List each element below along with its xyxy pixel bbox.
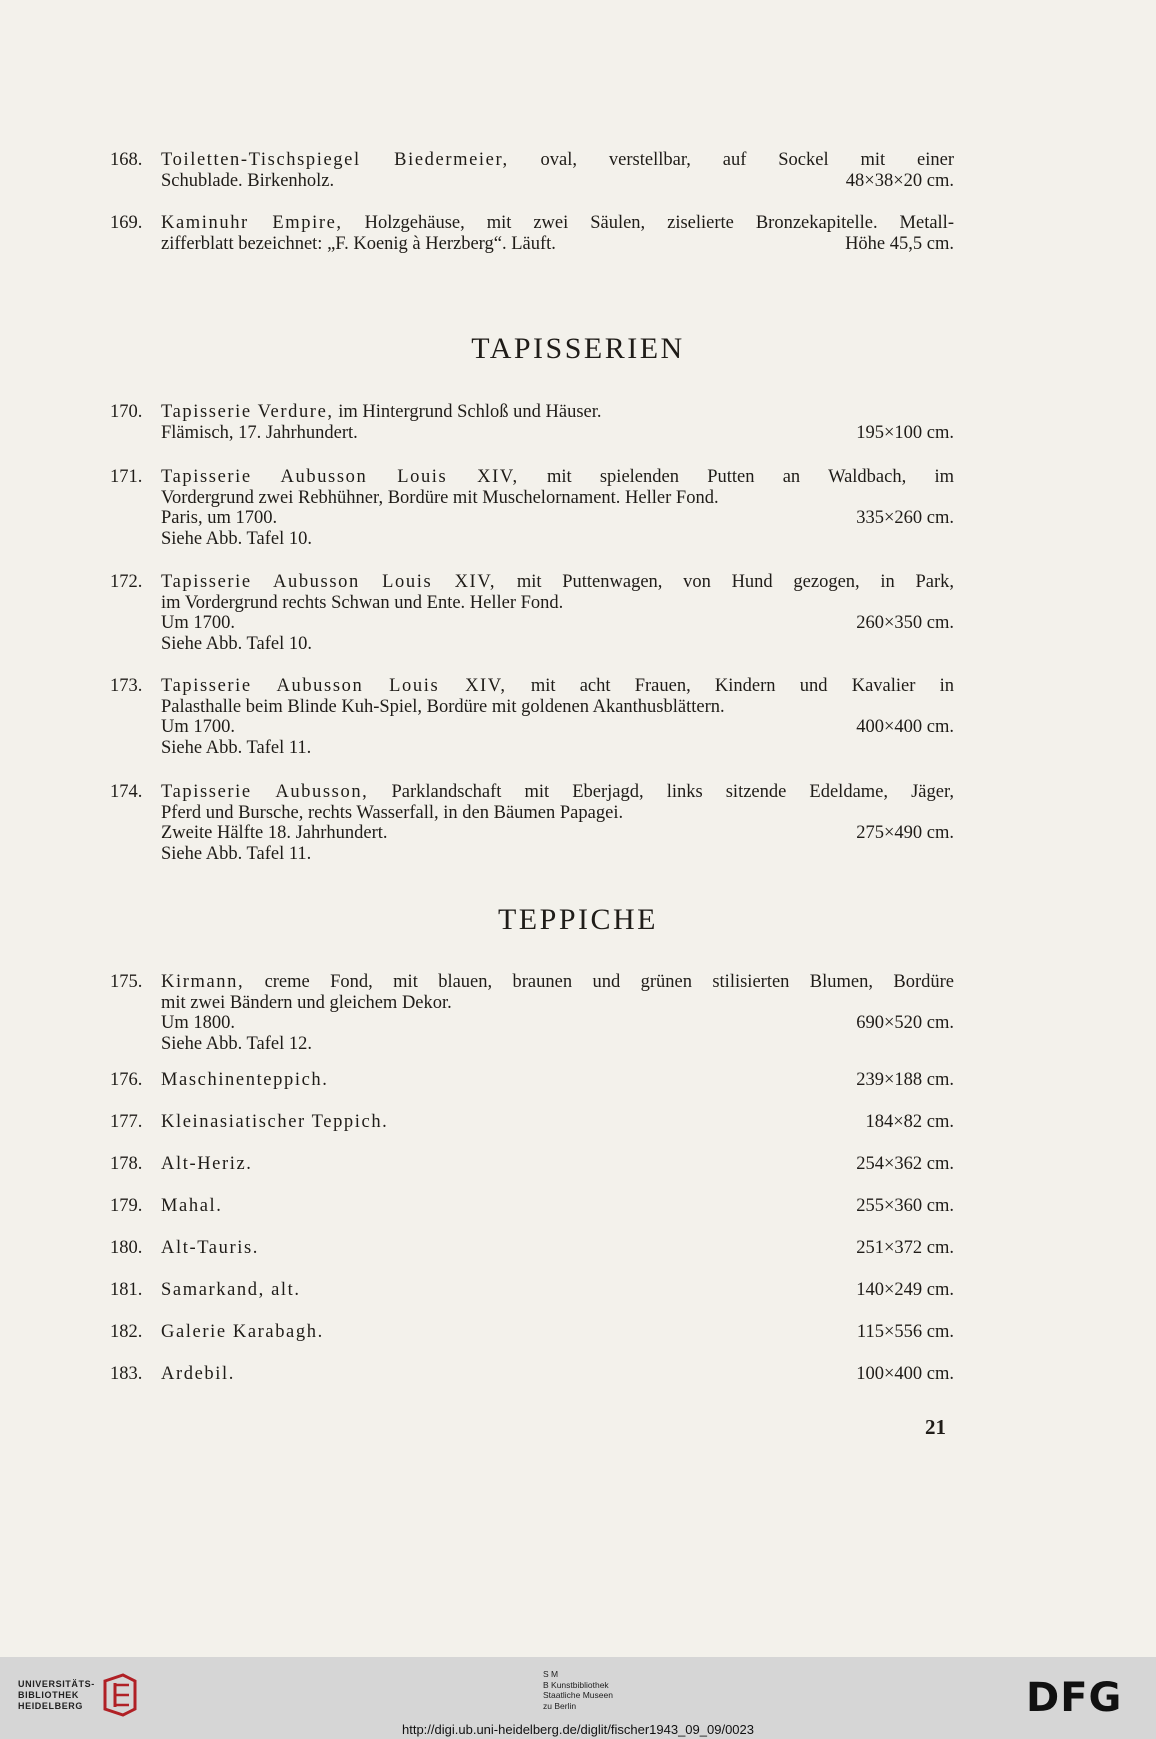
entry-dimensions: 115×556 cm. — [856, 1322, 954, 1342]
entry-dimensions: 255×360 cm. — [856, 1196, 954, 1216]
entry-text: mit Puttenwagen, von Hund gezogen, in Park, — [496, 572, 955, 592]
entry-line — [110, 738, 954, 759]
entry-title: Maschinenteppich. — [161, 1070, 329, 1090]
entry-number: 182. — [110, 1322, 143, 1342]
entry-text: Zweite Hälfte 18. Jahrhundert. — [161, 823, 388, 843]
section-heading-teppiche: TEPPICHE — [497, 903, 658, 936]
entry-text: Siehe Abb. Tafel 10. — [161, 633, 312, 654]
entry-title: Toiletten-Tischspiegel Biedermeier, — [161, 150, 509, 170]
entry-dimensions: 251×372 cm. — [856, 1238, 954, 1258]
source-url[interactable]: http://digi.ub.uni-heidelberg.de/diglit/fischer1943_09_09/0023 — [402, 1722, 754, 1737]
catalog-entry — [110, 1280, 954, 1301]
entry-text: mit zwei Bändern und gleichem Dekor. — [161, 992, 452, 1013]
entry-line — [110, 508, 954, 529]
entry-line — [110, 1196, 954, 1217]
university-library-label: UNIVERSITÄTS- BIBLIOTHEK HEIDELBERG — [18, 1679, 95, 1711]
entry-dimensions: 140×249 cm. — [856, 1280, 954, 1300]
entry-line — [110, 1322, 954, 1343]
entry-number: 171. — [110, 467, 143, 487]
entry-text: Paris, um 1700. — [161, 508, 278, 528]
entry-text: im Hintergrund Schloß und Häuser. — [333, 402, 602, 422]
entry-title: Galerie Karabagh. — [161, 1322, 324, 1342]
entry-line — [110, 423, 954, 444]
entry-text: Parklandschaft mit Eberjagd, links sitzende Edeldame, Jäger, — [368, 782, 954, 802]
entry-line — [110, 613, 954, 634]
entry-dimensions: 100×400 cm. — [856, 1364, 954, 1384]
entry-line — [110, 467, 954, 488]
entry-text: Siehe Abb. Tafel 12. — [161, 1033, 312, 1054]
entry-line — [110, 1013, 954, 1034]
catalog-entry — [110, 1322, 954, 1343]
museum-label: S M B Kunstbibliothek Staatliche Museen zu Berlin — [543, 1669, 613, 1711]
entry-line — [110, 844, 954, 865]
catalog-entry — [110, 467, 954, 549]
catalog-entry — [110, 213, 954, 254]
catalog-entry — [110, 1112, 954, 1133]
entry-text: Um 1800. — [161, 1013, 235, 1033]
entry-line — [110, 1364, 954, 1385]
entry-line — [110, 697, 954, 718]
catalog-entry — [110, 972, 954, 1054]
catalog-entry — [110, 1154, 954, 1175]
entry-number: 183. — [110, 1364, 143, 1384]
entry-line — [110, 803, 954, 824]
entry-text: Siehe Abb. Tafel 11. — [161, 737, 312, 758]
entry-line — [110, 488, 954, 509]
entry-line — [110, 593, 954, 614]
entry-line — [110, 972, 954, 993]
entry-line — [110, 213, 954, 234]
entry-text: zifferblatt bezeichnet: „F. Koenig à Herzberg“. Läuft. — [161, 233, 556, 254]
entry-line — [110, 717, 954, 738]
catalog-entry — [110, 1070, 954, 1091]
catalog-entry — [110, 150, 954, 191]
entry-title: Kirmann, — [161, 972, 245, 992]
entry-dimensions: 239×188 cm. — [856, 1070, 954, 1090]
university-logo-icon — [101, 1673, 137, 1717]
entry-text: mit acht Frauen, Kindern und Kavalier in — [506, 676, 954, 696]
entry-dimensions: 260×350 cm. — [856, 613, 954, 633]
entry-line — [110, 234, 954, 255]
catalog-entry — [110, 782, 954, 864]
entry-title: Samarkand, alt. — [161, 1280, 301, 1300]
entry-line — [110, 823, 954, 844]
catalog-entry — [110, 1196, 954, 1217]
entry-title: Tapisserie Aubusson Louis XIV, — [161, 676, 507, 696]
entry-line — [110, 171, 954, 192]
entry-number: 169. — [110, 213, 143, 233]
entry-number: 172. — [110, 572, 143, 592]
entry-line — [110, 1070, 954, 1091]
entry-text: Flämisch, 17. Jahrhundert. — [161, 422, 358, 443]
footer-bar — [0, 1657, 1156, 1739]
entry-text: Schublade. Birkenholz. — [161, 170, 335, 191]
entry-number: 168. — [110, 150, 143, 170]
entry-title: Alt-Tauris. — [161, 1238, 259, 1258]
entry-title: Kaminuhr Empire, — [161, 213, 343, 233]
entry-number: 175. — [110, 972, 143, 992]
entry-title: Alt-Heriz. — [161, 1154, 253, 1174]
entry-title: Tapisserie Verdure, — [161, 402, 334, 422]
entry-line — [110, 676, 954, 697]
entry-text: Palasthalle beim Blinde Kuh-Spiel, Bordüre mit goldenen Akanthusblättern. — [161, 696, 725, 717]
entry-dimensions: 195×100 cm. — [856, 422, 954, 443]
entry-text: Holzgehäuse, mit zwei Säulen, ziselierte Bronzekapitelle. Metall- — [342, 213, 954, 233]
catalog-entry — [110, 402, 954, 443]
entry-text: Vordergrund zwei Rebhühner, Bordüre mit Muschelornament. Heller Fond. — [161, 487, 719, 508]
entry-text: oval, verstellbar, auf Sockel mit einer — [508, 150, 954, 170]
entry-number: 178. — [110, 1154, 143, 1174]
entry-dimensions: 335×260 cm. — [856, 508, 954, 528]
entry-text: Siehe Abb. Tafel 10. — [161, 528, 312, 549]
entry-line — [110, 634, 954, 655]
entry-number: 174. — [110, 782, 143, 802]
entry-text: Um 1700. — [161, 717, 235, 737]
entry-text: im Vordergrund rechts Schwan und Ente. Heller Fond. — [161, 592, 564, 613]
entry-dimensions: 400×400 cm. — [856, 717, 954, 737]
entry-dimensions: Höhe 45,5 cm. — [845, 233, 954, 254]
entry-line — [110, 572, 954, 593]
page-number: 21 — [925, 1415, 946, 1439]
entry-number: 170. — [110, 402, 143, 422]
entry-line — [110, 1034, 954, 1055]
entry-text: mit spielenden Putten an Waldbach, im — [518, 467, 954, 487]
entry-text: creme Fond, mit blauen, braunen und grünen stilisierten Blumen, Bordüre — [244, 972, 954, 992]
entry-dimensions: 48×38×20 cm. — [845, 170, 954, 191]
entry-line — [110, 1112, 954, 1133]
entry-line — [110, 993, 954, 1014]
entry-number: 180. — [110, 1238, 143, 1258]
catalog-entry — [110, 1238, 954, 1259]
entry-number: 177. — [110, 1112, 143, 1132]
entry-title: Tapisserie Aubusson Louis XIV, — [161, 467, 519, 487]
entry-title: Tapisserie Aubusson Louis XIV, — [161, 572, 497, 592]
section-heading-tapisserien: TAPISSERIEN — [471, 332, 685, 365]
entry-line — [110, 529, 954, 550]
entry-text: Siehe Abb. Tafel 11. — [161, 843, 312, 864]
dfg-logo: DFG — [1026, 1675, 1123, 1721]
entry-line — [110, 1280, 954, 1301]
entry-dimensions: 690×520 cm. — [856, 1013, 954, 1033]
entry-title: Tapisserie Aubusson, — [161, 782, 369, 802]
entry-number: 179. — [110, 1196, 143, 1216]
entry-line — [110, 1154, 954, 1175]
entry-dimensions: 254×362 cm. — [856, 1154, 954, 1174]
entry-title: Mahal. — [161, 1196, 223, 1216]
entry-line — [110, 782, 954, 803]
entry-title: Ardebil. — [161, 1364, 235, 1384]
catalog-entry — [110, 572, 954, 654]
entry-dimensions: 275×490 cm. — [856, 823, 954, 843]
catalog-entry — [110, 1364, 954, 1385]
entry-title: Kleinasiatischer Teppich. — [161, 1112, 389, 1132]
entry-text: Pferd und Bursche, rechts Wasserfall, in den Bäumen Papagei. — [161, 802, 624, 823]
entry-number: 176. — [110, 1070, 143, 1090]
entry-number: 173. — [110, 676, 143, 696]
entry-text: Um 1700. — [161, 613, 235, 633]
catalog-entry — [110, 676, 954, 758]
entry-number: 181. — [110, 1280, 143, 1300]
entry-line — [110, 402, 954, 423]
entry-line — [110, 150, 954, 171]
entry-dimensions: 184×82 cm. — [865, 1112, 954, 1132]
entry-line — [110, 1238, 954, 1259]
